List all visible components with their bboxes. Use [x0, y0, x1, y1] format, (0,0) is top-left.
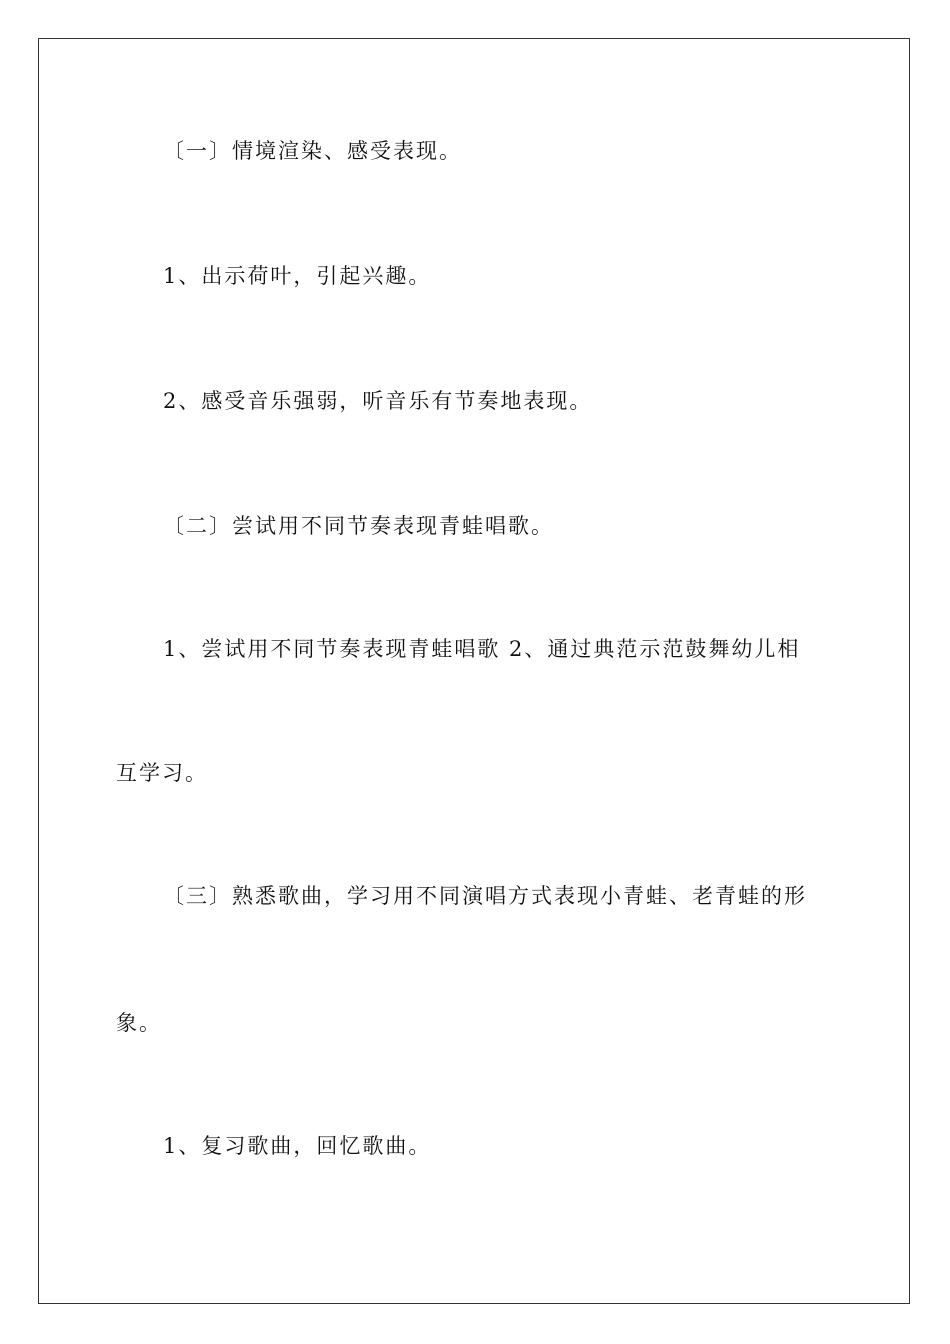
- section-heading-1: 〔一〕情境渲染、感受表现。: [163, 139, 462, 163]
- paragraph-line: 1、复习歌曲，回忆歌曲。: [163, 1134, 432, 1158]
- paragraph-line: 2、感受音乐强弱，听音乐有节奏地表现。: [163, 389, 593, 413]
- paragraph-line: 象。: [116, 1011, 162, 1035]
- paragraph-line: 1、出示荷叶，引起兴趣。: [163, 264, 432, 288]
- section-heading-2: 〔二〕尝试用不同节奏表现青蛙唱歌。: [163, 514, 554, 538]
- section-heading-3: 〔三〕熟悉歌曲，学习用不同演唱方式表现小青蛙、老青蛙的形: [163, 884, 807, 908]
- page-border: [38, 38, 910, 1304]
- paragraph-line: 1、尝试用不同节奏表现青蛙唱歌 2、通过典范示范鼓舞幼儿相: [163, 637, 801, 661]
- paragraph-line: 互学习。: [116, 761, 208, 785]
